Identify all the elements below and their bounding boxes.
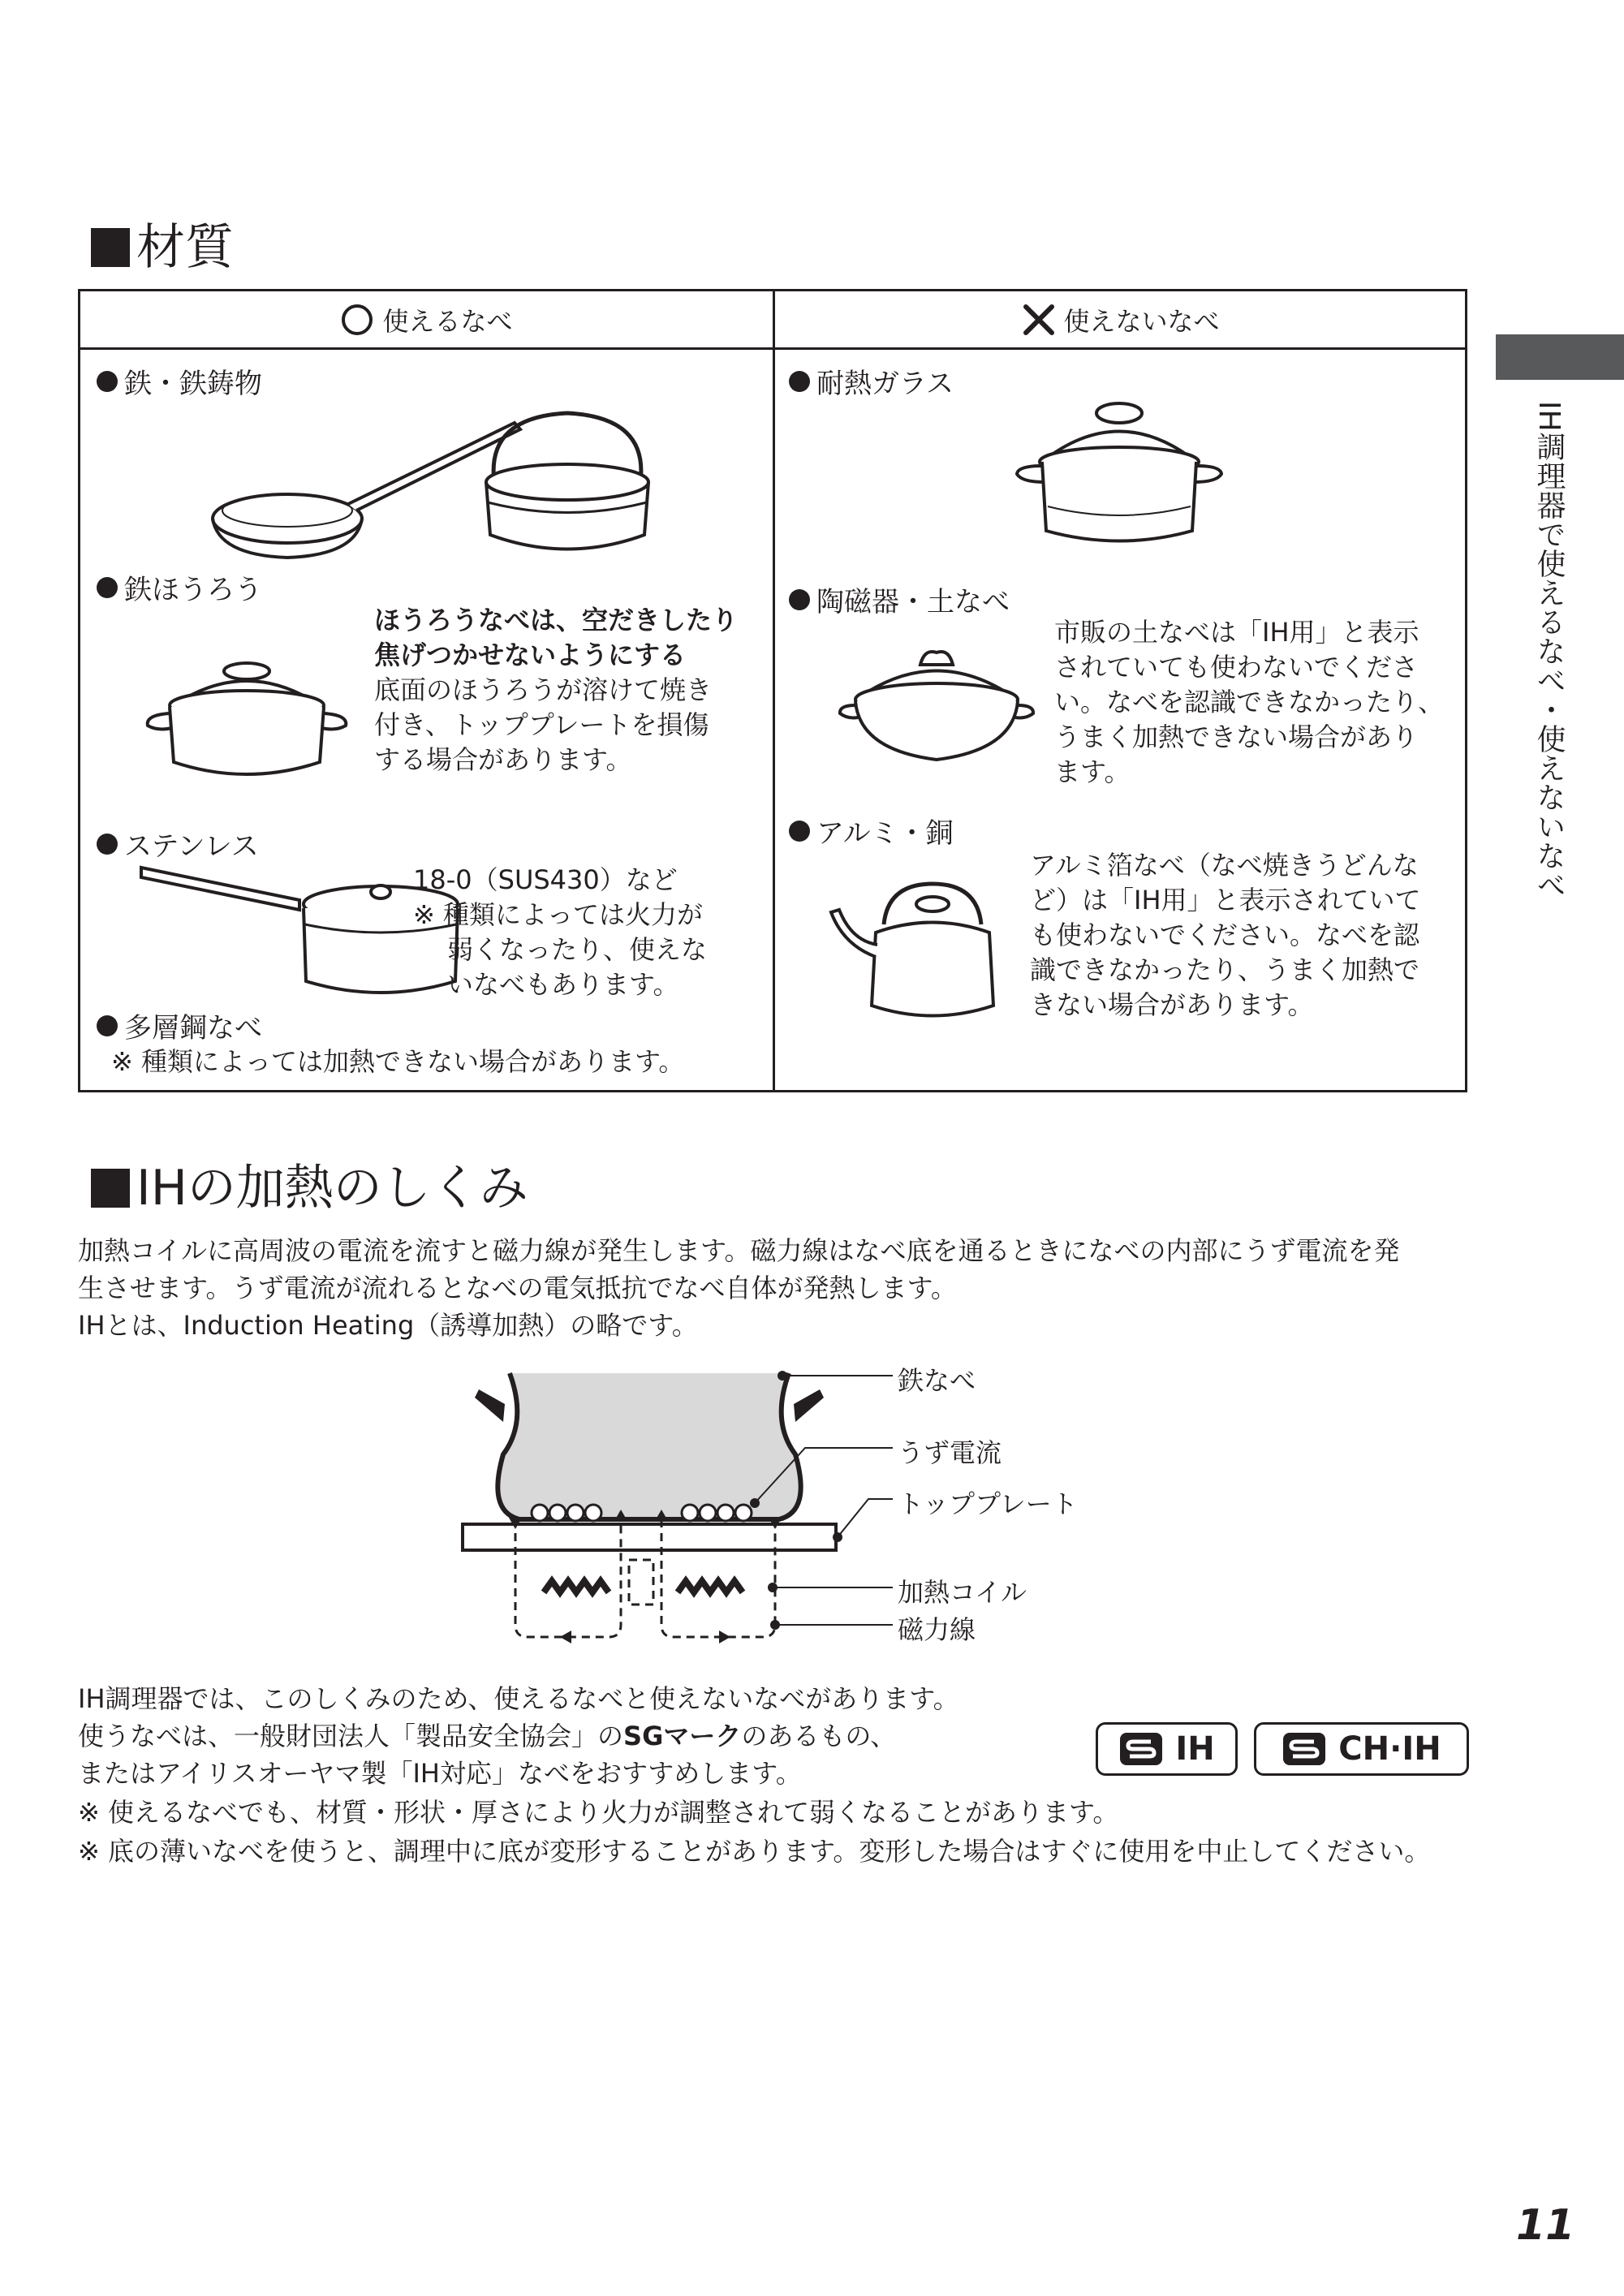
bullet-icon xyxy=(97,577,118,598)
glass-pot-illustration xyxy=(1014,393,1225,555)
bullet-icon xyxy=(789,589,810,610)
material-section-title: 材質 xyxy=(91,223,234,272)
ih-paragraph-1: 加熱コイルに高周波の電流を流すと磁力線が発生します。磁力線はなべ底を通るときになべの内部にうず電流を発 xyxy=(78,1235,1400,1266)
ih-paragraph-3: IHとは、Induction Heating（誘導加熱）の略です。 xyxy=(78,1310,698,1341)
ok-item-enamel: 鉄ほうろう xyxy=(97,567,262,607)
ok-item-iron: 鉄・鉄鋳物 xyxy=(97,361,262,401)
enamel-pot-illustration xyxy=(141,648,352,786)
aluminum-note-5: きない場合があります。 xyxy=(1030,989,1314,1020)
material-table xyxy=(78,289,1467,1092)
kettle-illustration xyxy=(827,868,1014,1030)
bullet-icon xyxy=(789,371,810,392)
enamel-note-1: 底面のほうろうが溶けて焼き xyxy=(374,674,713,705)
ih-note-2: 使うなべは、一般財団法人「製品安全協会」のSGマークのあるもの、 xyxy=(78,1721,897,1751)
table-header-divider xyxy=(80,347,1465,350)
ceramic-note-4: うまく加熱できない場合があり xyxy=(1054,722,1419,752)
ih-note-3: またはアイリスオーヤマ製「IH対応」なべをおすすめします。 xyxy=(78,1758,802,1789)
side-tab-marker xyxy=(1496,334,1624,380)
ng-column-header: 使えないなべ xyxy=(775,291,1467,347)
ok-item-multilayer: 多層鋼なべ xyxy=(97,1006,262,1045)
aluminum-note-2: ど）は「IH用」と表示されていて xyxy=(1030,885,1421,915)
stainless-note-2: ※ 種類によっては火力が xyxy=(413,899,703,930)
ng-item-aluminum: アルミ・銅 xyxy=(789,811,954,851)
aluminum-note-4: 識できなかったり、うまく加熱で xyxy=(1030,954,1420,985)
bullet-icon xyxy=(97,371,118,392)
side-tab-label: IH調理器で使えるなべ・使えないなべ xyxy=(1532,401,1566,899)
iron-pot-illustration xyxy=(470,401,665,563)
ih-note-1: IH調理器では、このしくみのため、使えるなべと使えないなべがあります。 xyxy=(78,1683,959,1714)
sg-logo-icon xyxy=(1118,1731,1164,1767)
bullet-icon xyxy=(789,821,810,842)
cross-ng-icon xyxy=(1023,304,1055,336)
ih-paragraph-2: 生させます。うず電流が流れるとなべの電気抵抗でなべ自体が発熱します。 xyxy=(78,1273,957,1303)
stainless-note-3: 弱くなったり、使えな xyxy=(447,934,708,965)
ceramic-note-5: ます。 xyxy=(1054,756,1131,787)
ceramic-note-1: 市販の土なべは「IH用」と表示 xyxy=(1054,617,1419,648)
multilayer-note: ※ 種類によっては加熱できない場合があります。 xyxy=(111,1046,685,1077)
ih-section-title: IHの加熱のしくみ xyxy=(91,1164,528,1213)
enamel-warning-2: 焦げつかせないようにする xyxy=(374,640,687,670)
ng-item-glass: 耐熱ガラス xyxy=(789,361,954,401)
diagram-label-eddy-current: うず電流 xyxy=(898,1437,1002,1468)
ok-column-header: 使えるなべ xyxy=(80,291,773,347)
ih-mechanism-diagram xyxy=(454,1357,909,1657)
diagram-label-top-plate: トッププレート xyxy=(898,1488,1078,1519)
bullet-icon xyxy=(97,1015,118,1036)
stainless-note-4: いなべもあります。 xyxy=(447,969,679,1000)
aluminum-note-3: も使わないでください。なべを認 xyxy=(1030,920,1420,950)
ok-item-stainless: ステンレス xyxy=(97,824,259,864)
enamel-note-2: 付き、トッププレートを損傷 xyxy=(374,709,709,740)
page-number: 11 xyxy=(1516,2201,1575,2250)
sg-mark-text: SGマーク xyxy=(623,1721,742,1751)
ceramic-note-2: されていても使わないでくださ xyxy=(1054,652,1419,683)
stainless-note-1: 18-0（SUS430）など xyxy=(413,864,678,895)
ih-note-4: ※ 使えるなべでも、材質・形状・厚さにより火力が調整されて弱くなることがあります。 xyxy=(78,1797,1119,1828)
diagram-label-magnetic-field: 磁力線 xyxy=(898,1614,976,1645)
enamel-note-3: する場合があります。 xyxy=(374,744,632,775)
diagram-label-pan: 鉄なべ xyxy=(898,1365,976,1396)
aluminum-note-1: アルミ箔なべ（なべ焼きうどんな xyxy=(1030,850,1419,881)
enamel-warning-1: ほうろうなべは、空だきしたり xyxy=(374,605,739,635)
diagram-label-coil: 加熱コイル xyxy=(898,1577,1027,1608)
square-bullet-icon xyxy=(91,1169,130,1208)
sg-logo-icon xyxy=(1282,1731,1327,1767)
circle-ok-icon xyxy=(340,303,374,337)
square-bullet-icon xyxy=(91,228,130,267)
ceramic-note-3: い。なべを認識できなかったり、 xyxy=(1054,687,1445,717)
sg-ih-mark: IH xyxy=(1096,1722,1238,1776)
sg-chih-mark: CH·IH xyxy=(1254,1722,1469,1776)
ng-item-ceramic: 陶磁器・土なべ xyxy=(789,579,1010,619)
earthenware-pot-illustration xyxy=(835,628,1038,766)
bullet-icon xyxy=(97,834,118,855)
table-column-divider xyxy=(773,291,775,1090)
ih-note-5: ※ 底の薄いなべを使うと、調理中に底が変形することがあります。変形した場合はすぐに使用を中止してください。 xyxy=(78,1836,1431,1867)
